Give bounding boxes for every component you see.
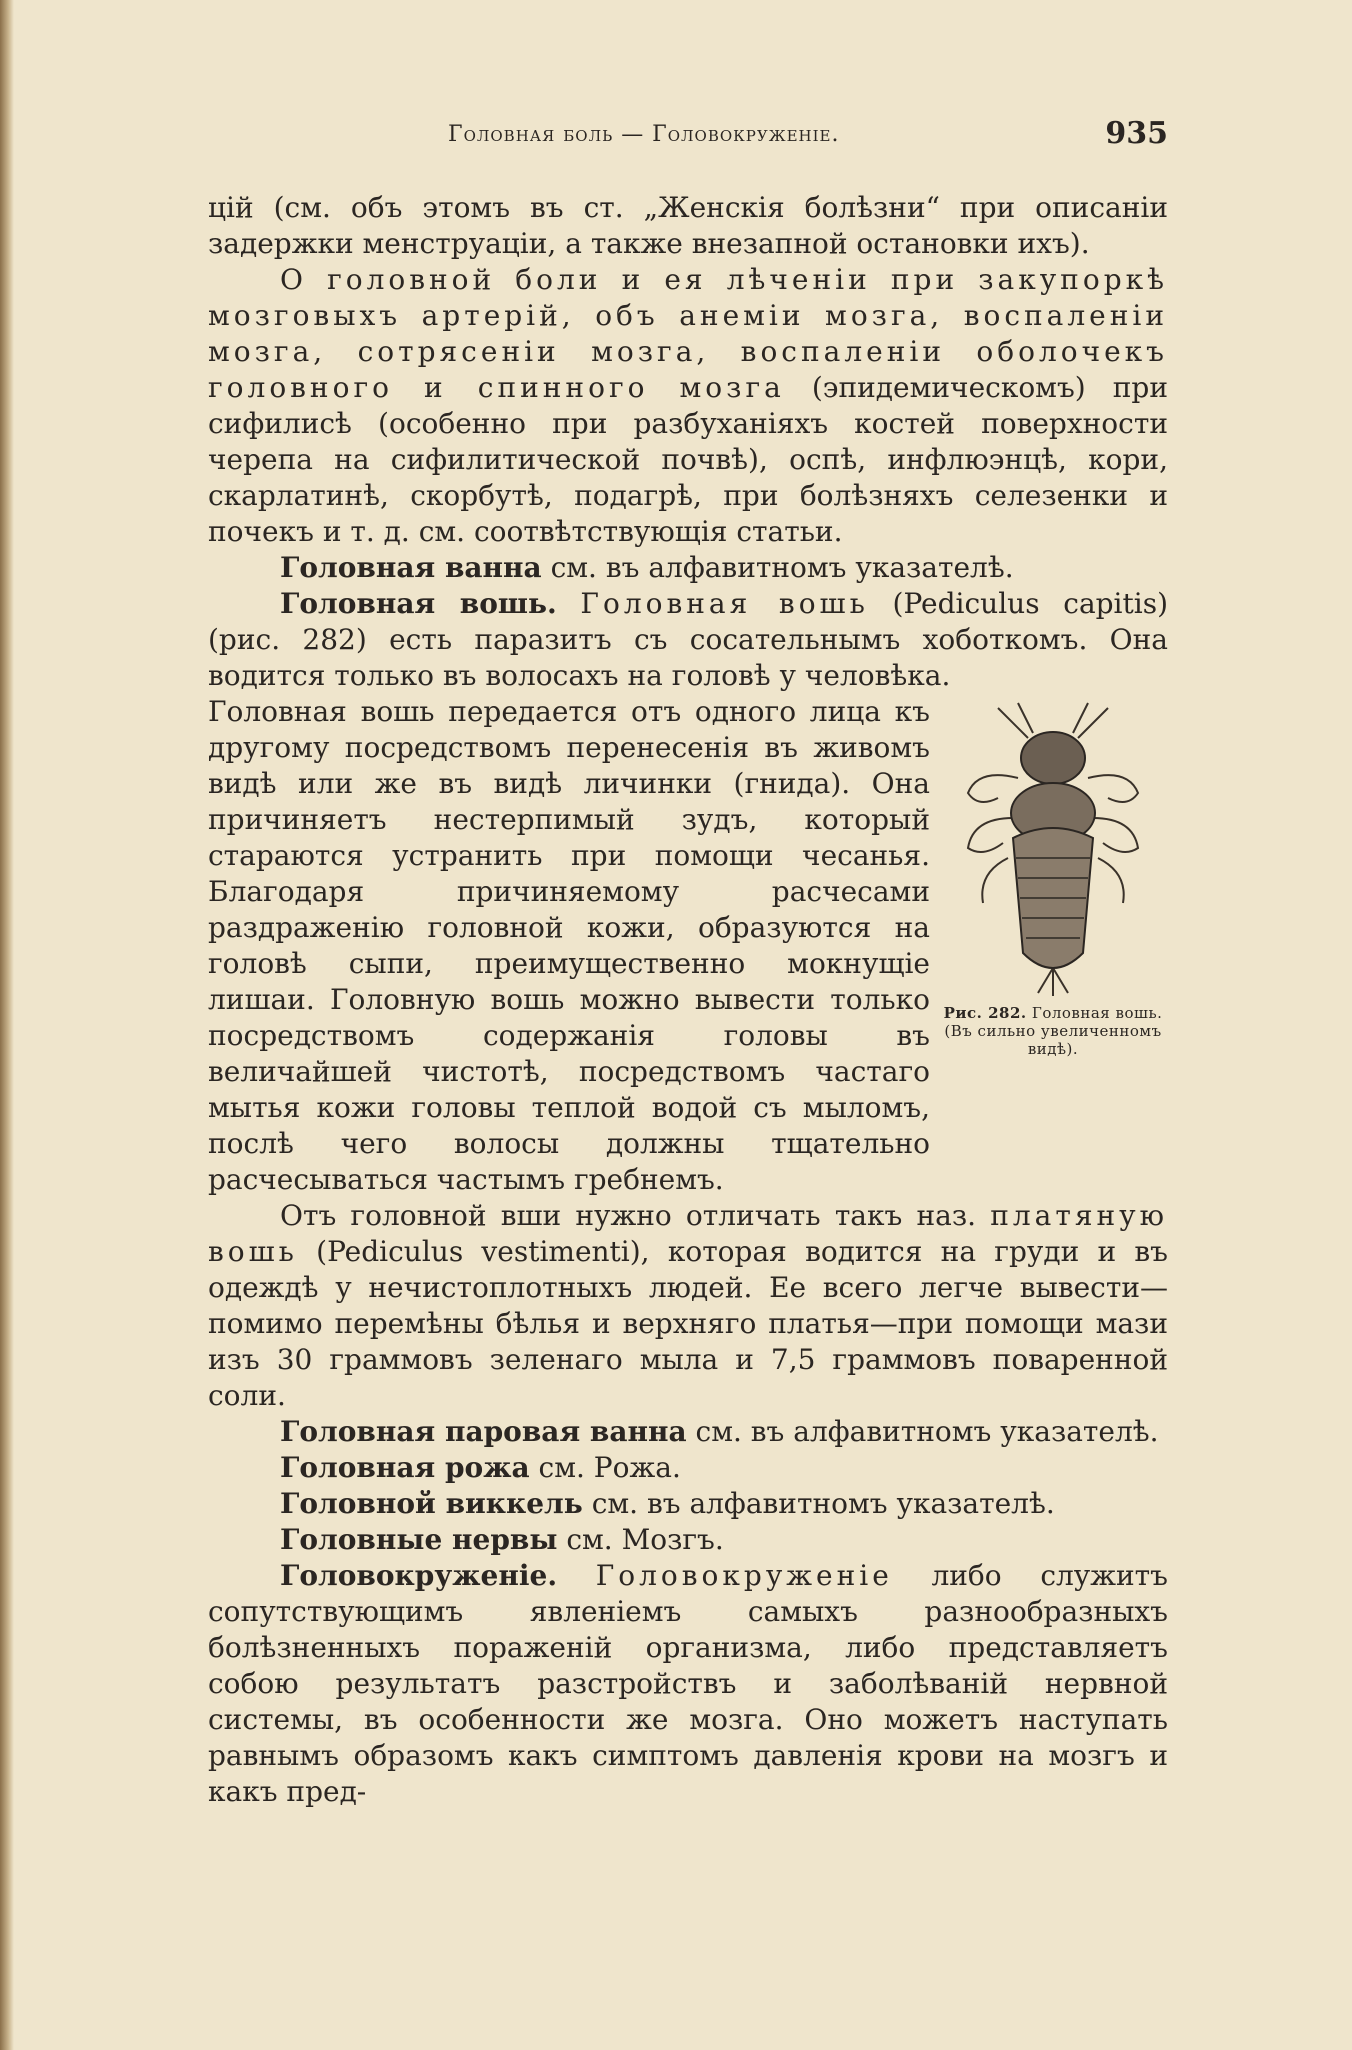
entry-text: либо служитъ сопутствующимъ явленіемъ самыхъ разнообразныхъ болѣзненныхъ пораженій организма, либо представляетъ собою результатъ разстройствъ и заболѣваній нервной системы, въ особенности же мозга. Оно можетъ наступать равнымъ образомъ какъ симптомъ давленія крови на мозгъ и какъ пред- xyxy=(208,1559,1168,1808)
entry-term: Головная паровая ванна xyxy=(280,1415,687,1448)
figure-caption-text: Головная вошь. (Въ сильно увеличенномъ видѣ). xyxy=(944,1004,1163,1058)
figure-282 xyxy=(938,698,1168,1058)
entry-term: Головокруженіе. xyxy=(280,1559,558,1592)
figure-caption xyxy=(938,1004,1168,1058)
entry-term: Головная вошь. xyxy=(280,587,557,620)
entry-vertigo xyxy=(208,1558,1168,1810)
entry-text: см. Мозгъ. xyxy=(566,1523,724,1556)
paragraph-continuation: цій (см. объ этомъ въ ст. „Женскія болѣзни“ при описаніи задержки менструаціи, а также внезапной остановки ихъ). xyxy=(208,191,1168,260)
spaced-text: О головной боли и ея лѣченіи при закупоркѣ мозговыхъ артерій, объ анеміи мозга, воспаленіи мозга, сотрясеніи мозга, воспаленіи оболочекъ головного и спинного мозга xyxy=(208,263,1168,404)
entry-head-louse xyxy=(208,586,1168,694)
spaced-text: Головокруженіе xyxy=(595,1559,893,1592)
head-louse-illustration-icon xyxy=(958,698,1148,998)
paragraph-body-louse xyxy=(208,1198,1168,1414)
running-head: Головная боль — Головокруженіе. xyxy=(448,122,840,147)
paragraph-text: (Pediculus vestimenti), которая водится на груди и въ одеждѣ у нечистоплотныхъ людей. Ее всего легче вывести—помимо перемѣны бѣлья и верхняго платья—при помощи мази изъ 30 граммовъ зеленаго мыла и 7,5 граммовъ поваренной соли. xyxy=(208,1235,1168,1412)
page-binding-edge xyxy=(0,0,14,2050)
page-number: 935 xyxy=(1105,116,1168,151)
spaced-text: платяную вошь xyxy=(208,1199,1168,1268)
entry-term: Головной виккель xyxy=(280,1487,583,1520)
paragraph-text: Отъ головной вши нужно отличать такъ наз. xyxy=(280,1199,977,1232)
entry-erysipelas xyxy=(208,1450,1168,1486)
entry-text: см. Рожа. xyxy=(538,1451,681,1484)
entry-term: Головная ванна xyxy=(280,551,542,584)
spaced-text: Головная вошь xyxy=(580,587,869,620)
entry-term: Головная рожа xyxy=(280,1451,530,1484)
entry-term: Головные нервы xyxy=(280,1523,558,1556)
entry-head-wickel xyxy=(208,1486,1168,1522)
page-header xyxy=(208,118,1168,158)
entry-text: см. въ алфавитномъ указателѣ. xyxy=(591,1487,1055,1520)
entry-head-nerves xyxy=(208,1522,1168,1558)
figure-label: Рис. 282. xyxy=(943,1004,1027,1022)
louse-section-with-figure xyxy=(208,694,1168,1198)
paragraph-headache-references xyxy=(208,262,1168,550)
entry-text: (Pediculus capitis) (рис. 282) есть паразитъ съ сосательнымъ хоботкомъ. Она водится только въ волосахъ на головѣ у человѣка. xyxy=(208,587,1169,692)
article-body xyxy=(208,190,1168,1810)
entry-steam-bath xyxy=(208,1414,1168,1450)
entry-text: см. въ алфавитномъ указателѣ. xyxy=(695,1415,1159,1448)
entry-head-bath xyxy=(208,550,1168,586)
louse-paragraph: Головная вошь передается отъ одного лица къ другому посредствомъ перенесенія въ живомъ видѣ или же въ видѣ личинки (гнида). Она причиняетъ нестерпимый зудъ, который стараются устранить при помощи чесанья. Благодаря причиняемому расчесами раздраженію головной кожи, образуются на головѣ сыпи, преимущественно мокнущіе лишаи. Головную вошь можно вывести только посредствомъ содержанія головы въ величайшей чистотѣ, посредствомъ частаго мытья кожи головы теплой водой съ мыломъ, послѣ чего волосы должны тщательно расчесываться частымъ гребнемъ. xyxy=(208,695,930,1196)
entry-text: см. въ алфавитномъ указателѣ. xyxy=(550,551,1014,584)
paragraph-text: (эпидемическомъ) при сифилисѣ (особенно при разбуханіяхъ костей поверхности черепа на сифилитической почвѣ), оспѣ, инфлюэнцѣ, кори, скарлатинѣ, скорбутѣ, подагрѣ, при болѣзняхъ селезенки и почекъ и т. д. см. соотвѣтствующія статьи. xyxy=(208,371,1168,548)
